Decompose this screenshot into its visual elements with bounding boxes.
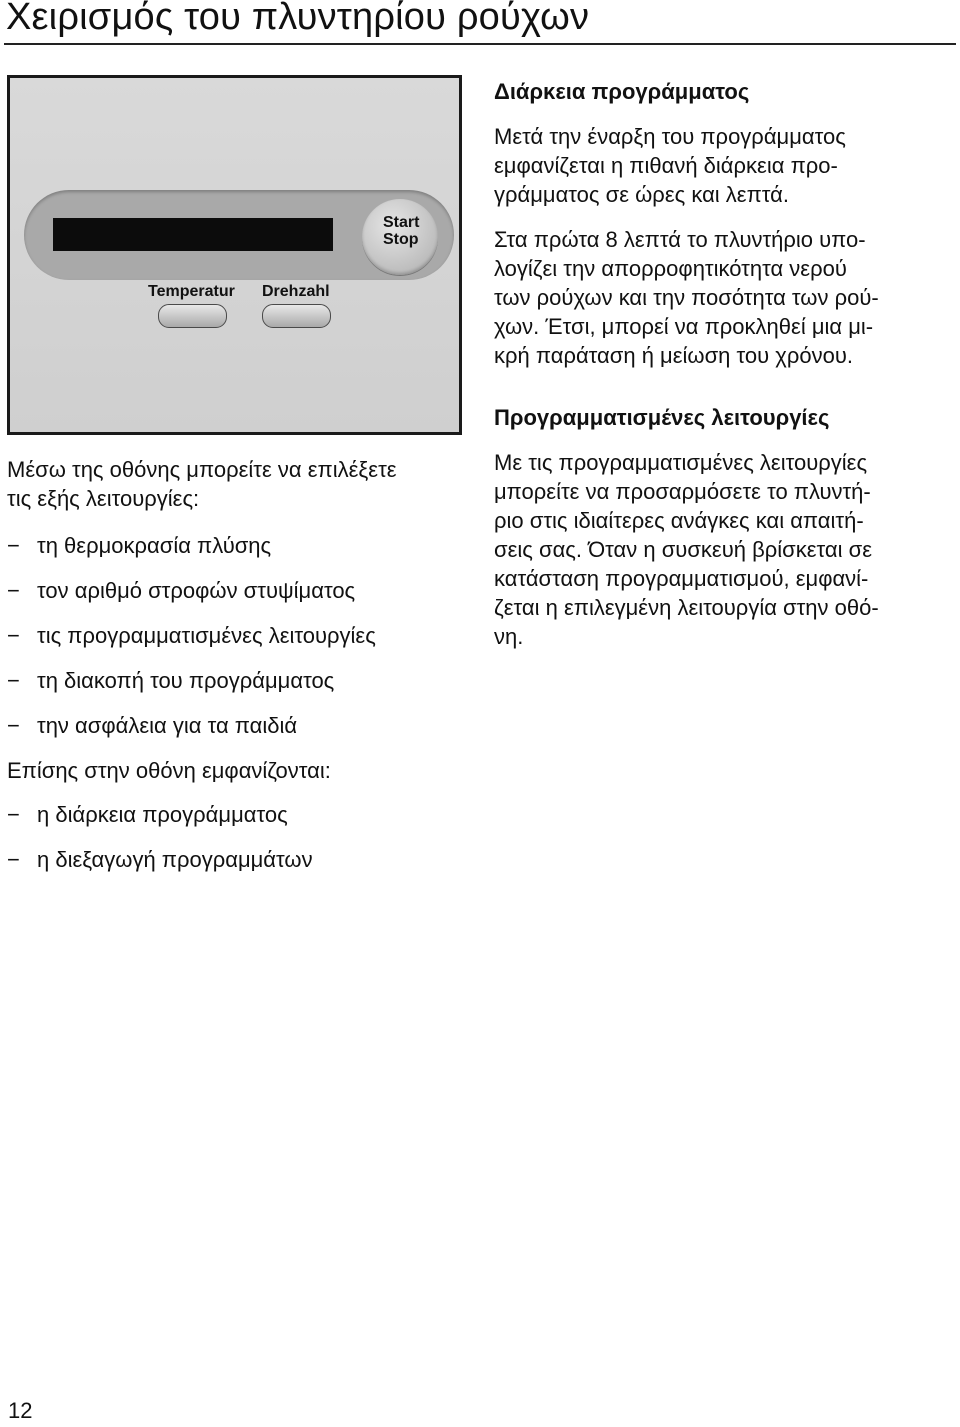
text-line: χων. Έτσι, μπορεί να προκληθεί μια μι- [494, 314, 874, 339]
list-item-text: τη θερμοκρασία πλύσης [37, 533, 272, 558]
title-divider [4, 43, 956, 45]
temperature-button [158, 304, 227, 328]
list-item-text: τον αριθμό στροφών στυψίματος [37, 578, 356, 603]
display-screen [53, 218, 333, 251]
list-item-text: τη διακοπή του προγράμματος [37, 668, 335, 693]
text-line: των ρούχων και την ποσότητα των ρού- [494, 285, 879, 310]
text-line: μπορείτε να προσαρμόσετε το πλυντή- [494, 479, 871, 504]
list-item-text: η διεξαγωγή προγραμμάτων [37, 847, 313, 872]
text-line: ριο στις ιδιαίτερες ανάγκες και απαιτή- [494, 508, 864, 533]
programmed-heading: Προγραμματισμένες λειτουργίες [494, 405, 830, 430]
list-item [7, 621, 376, 650]
list-item-text: η διάρκεια προγράμματος [37, 802, 288, 827]
text-line: Με τις προγραμματισμένες λειτουργίες [494, 450, 868, 475]
text-line: νη. [494, 624, 524, 649]
dash-icon: − [7, 847, 20, 872]
text-line: γράμματος σε ώρες και λεπτά. [494, 182, 789, 207]
stop-label: Stop [383, 231, 419, 248]
text-line: Στα πρώτα 8 λεπτά το πλυντήριο υπο- [494, 227, 866, 252]
text-line: κατάσταση προγραμματισμού, εμφανί- [494, 566, 869, 591]
page-number: 12 [8, 1398, 33, 1423]
duration-section [494, 77, 954, 106]
list-item [7, 800, 288, 829]
start-stop-label [383, 214, 433, 248]
display-intro [7, 455, 477, 513]
text-line: τις εξής λειτουργίες: [7, 486, 200, 511]
text-line: Μέσω της οθόνης μπορείτε να επιλέξετε [7, 457, 397, 482]
text-line: κρή παράταση ή μείωση του χρόνου. [494, 343, 853, 368]
dash-icon: − [7, 668, 20, 693]
programmed-paragraph [494, 448, 954, 651]
page-title: Χειρισμός του πλυντηρίου ρούχων [6, 0, 590, 38]
spin-button [262, 304, 331, 328]
text-line: Μετά την έναρξη του προγράμματος [494, 124, 846, 149]
duration-paragraph-2 [494, 225, 954, 370]
dash-icon: − [7, 713, 20, 738]
start-label: Start [383, 214, 420, 231]
duration-paragraph-1 [494, 122, 954, 209]
text-line: ζεται η επιλεγμένη λειτουργία στην οθό- [494, 595, 879, 620]
dash-icon: − [7, 533, 20, 558]
text-line: εμφανίζεται η πιθανή διάρκεια προ- [494, 153, 838, 178]
list-item-text: την ασφάλεια για τα παιδιά [37, 713, 298, 738]
list-item [7, 576, 355, 605]
list-item [7, 845, 313, 874]
programmed-section [494, 403, 954, 432]
text-line: σεις σας. Όταν η συσκευή βρίσκεται σε [494, 537, 873, 562]
list-item [7, 711, 297, 740]
dash-icon: − [7, 623, 20, 648]
list-item [7, 666, 334, 695]
also-shown-label: Επίσης στην οθόνη εμφανίζονται: [7, 758, 331, 783]
text-line: λογίζει την απορροφητικότητα νερού [494, 256, 847, 281]
spin-label: Drehzahl [262, 283, 330, 300]
duration-heading: Διάρκεια προγράμματος [494, 79, 750, 104]
dash-icon: − [7, 802, 20, 827]
temperature-label: Temperatur [148, 283, 235, 300]
dash-icon: − [7, 578, 20, 603]
list-item-text: τις προγραμματισμένες λειτουργίες [37, 623, 376, 648]
list-item [7, 531, 271, 560]
